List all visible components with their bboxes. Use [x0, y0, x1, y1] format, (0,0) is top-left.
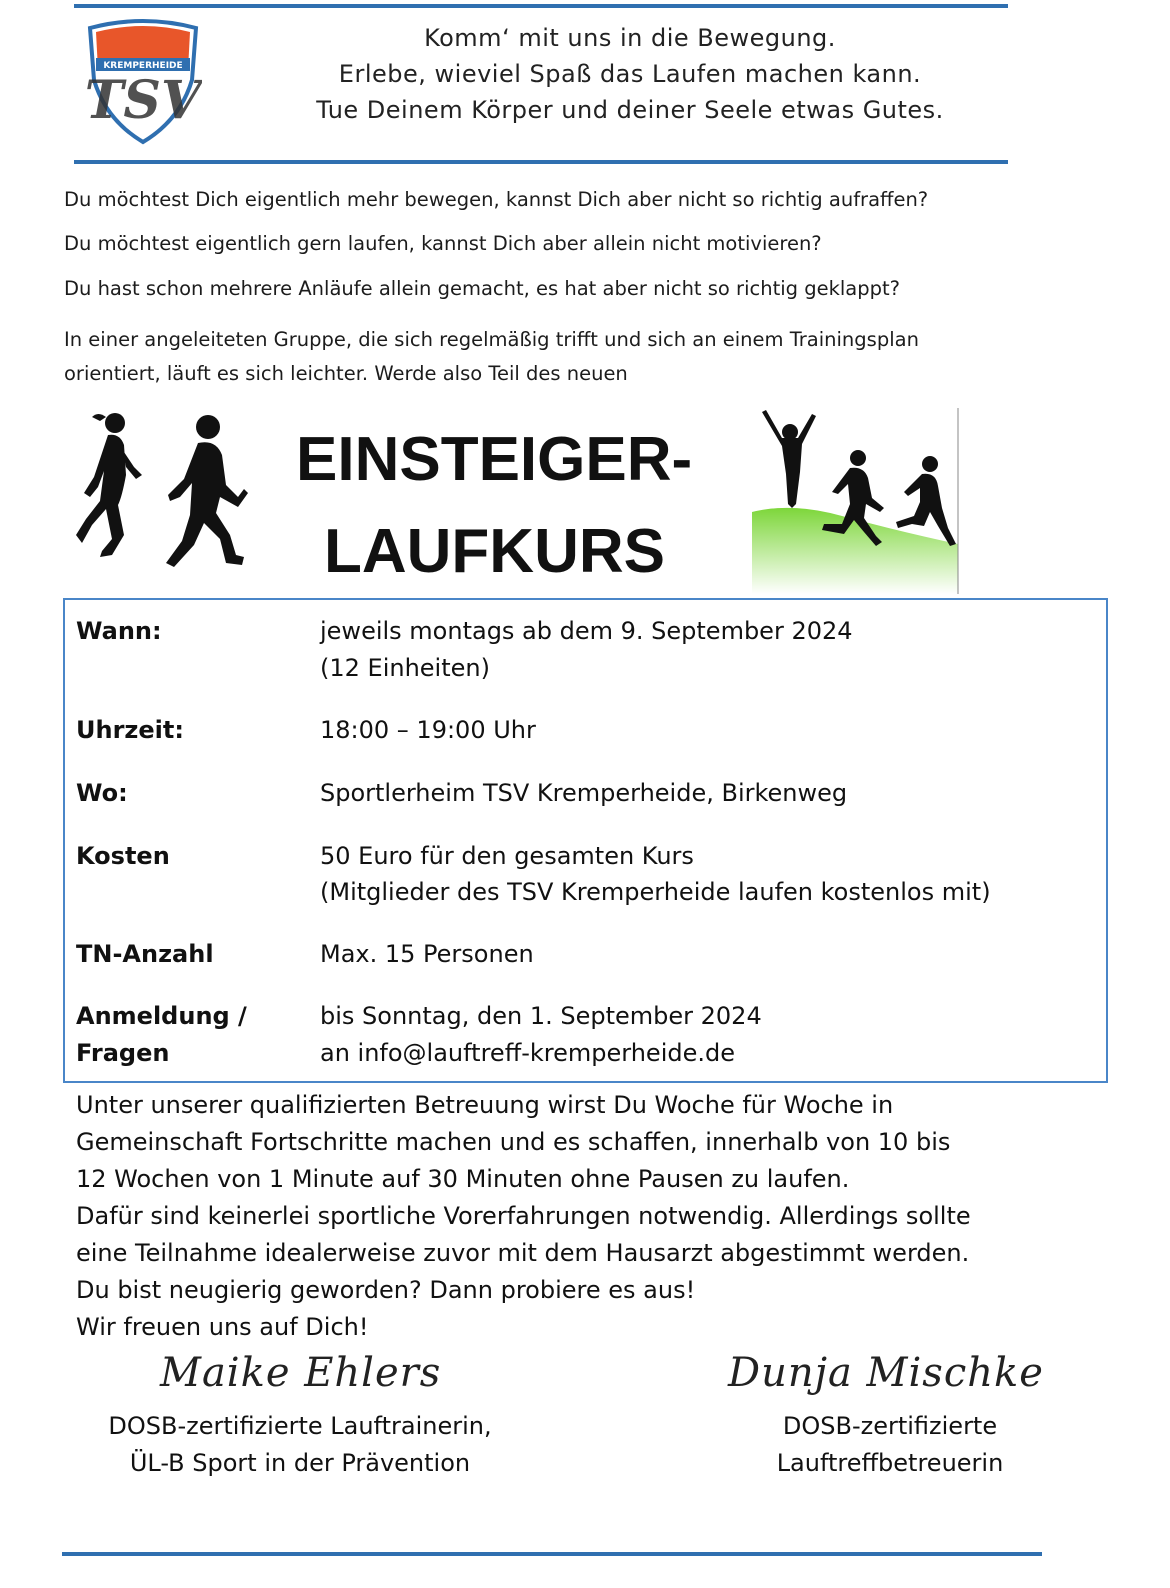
registration-label-2: Fragen [76, 1039, 170, 1067]
where-label: Wo: [76, 779, 128, 807]
signature-left: Maike Ehlers [160, 1350, 442, 1396]
tagline-1: Komm‘ mit uns in die Bewegung. [424, 24, 836, 52]
intro-question-1: Du möchtest Dich eigentlich mehr bewegen, kannst Dich aber nicht so richtig aufraffen? [64, 188, 929, 211]
where-value: Sportlerheim TSV Kremperheide, Birkenweg [320, 779, 848, 807]
signature-right: Dunja Mischke [728, 1350, 1044, 1396]
left-role-line-2: ÜL-B Sport in der Prävention [129, 1449, 471, 1477]
cost-label: Kosten [76, 842, 170, 870]
top-rule [74, 4, 1008, 8]
intro-question-3: Du hast schon mehrere Anläufe allein gemacht, es hat aber nicht so richtig geklappt? [64, 277, 900, 300]
intro-paragraph-line-1: In einer angeleiteten Gruppe, die sich regelmäßig trifft und sich an einem Trainingsplan [64, 328, 919, 351]
body-line-6: Du bist neugierig geworden? Dann probiere es aus! [76, 1276, 696, 1304]
right-role-line-1: DOSB-zertifizierte [782, 1412, 998, 1440]
runners-right-image [752, 408, 960, 594]
when-value: jeweils montags ab dem 9. September 2024 [320, 617, 853, 645]
tagline-3: Tue Deinem Körper und deiner Seele etwas Gutes. [316, 96, 944, 124]
header-rule [74, 160, 1008, 164]
body-line-3: 12 Wochen von 1 Minute auf 30 Minuten ohne Pausen zu laufen. [76, 1165, 850, 1193]
registration-deadline: bis Sonntag, den 1. September 2024 [320, 1002, 762, 1030]
body-line-5: eine Teilnahme idealerweise zuvor mit dem Hausarzt abgestimmt werden. [76, 1239, 970, 1267]
body-line-7: Wir freuen uns auf Dich! [76, 1313, 369, 1341]
registration-email[interactable]: an info@lauftreff-kremperheide.de [320, 1039, 735, 1067]
right-role-line-2: Lauftreffbetreuerin [776, 1449, 1004, 1477]
when-value-note: (12 Einheiten) [320, 654, 490, 682]
cost-value: 50 Euro für den gesamten Kurs [320, 842, 694, 870]
tsv-kremperheide-logo [84, 18, 202, 146]
cost-value-note: (Mitglieder des TSV Kremperheide laufen kostenlos mit) [320, 878, 991, 906]
body-line-4: Dafür sind keinerlei sportliche Vorerfahrungen notwendig. Allerdings sollte [76, 1202, 971, 1230]
intro-question-2: Du möchtest eigentlich gern laufen, kannst Dich aber allein nicht motivieren? [64, 232, 822, 255]
when-label: Wann: [76, 617, 162, 645]
time-value: 18:00 – 19:00 Uhr [320, 716, 536, 744]
participants-label: TN-Anzahl [76, 940, 214, 968]
logo-monogram: TSV [84, 70, 202, 131]
body-line-1: Unter unserer qualifizierten Betreuung wirst Du Woche für Woche in [76, 1091, 894, 1119]
time-label: Uhrzeit: [76, 716, 184, 744]
participants-value: Max. 15 Personen [320, 940, 534, 968]
left-role-line-1: DOSB-zertifizierte Lauftrainerin, [108, 1412, 492, 1440]
registration-label: Anmeldung / [76, 1002, 247, 1030]
bottom-rule [62, 1552, 1042, 1556]
runners-left-image [70, 405, 250, 580]
tagline-2: Erlebe, wieviel Spaß das Laufen machen kann. [338, 60, 922, 88]
logo-club-name: KREMPERHEIDE [103, 61, 183, 71]
body-line-2: Gemeinschaft Fortschritte machen und es schaffen, innerhalb von 10 bis [76, 1128, 951, 1156]
course-title-line-2: LAUFKURS [324, 517, 665, 586]
course-title-line-1: EINSTEIGER- [296, 425, 693, 494]
intro-paragraph-line-2: orientiert, läuft es sich leichter. Werde also Teil des neuen [64, 362, 628, 385]
